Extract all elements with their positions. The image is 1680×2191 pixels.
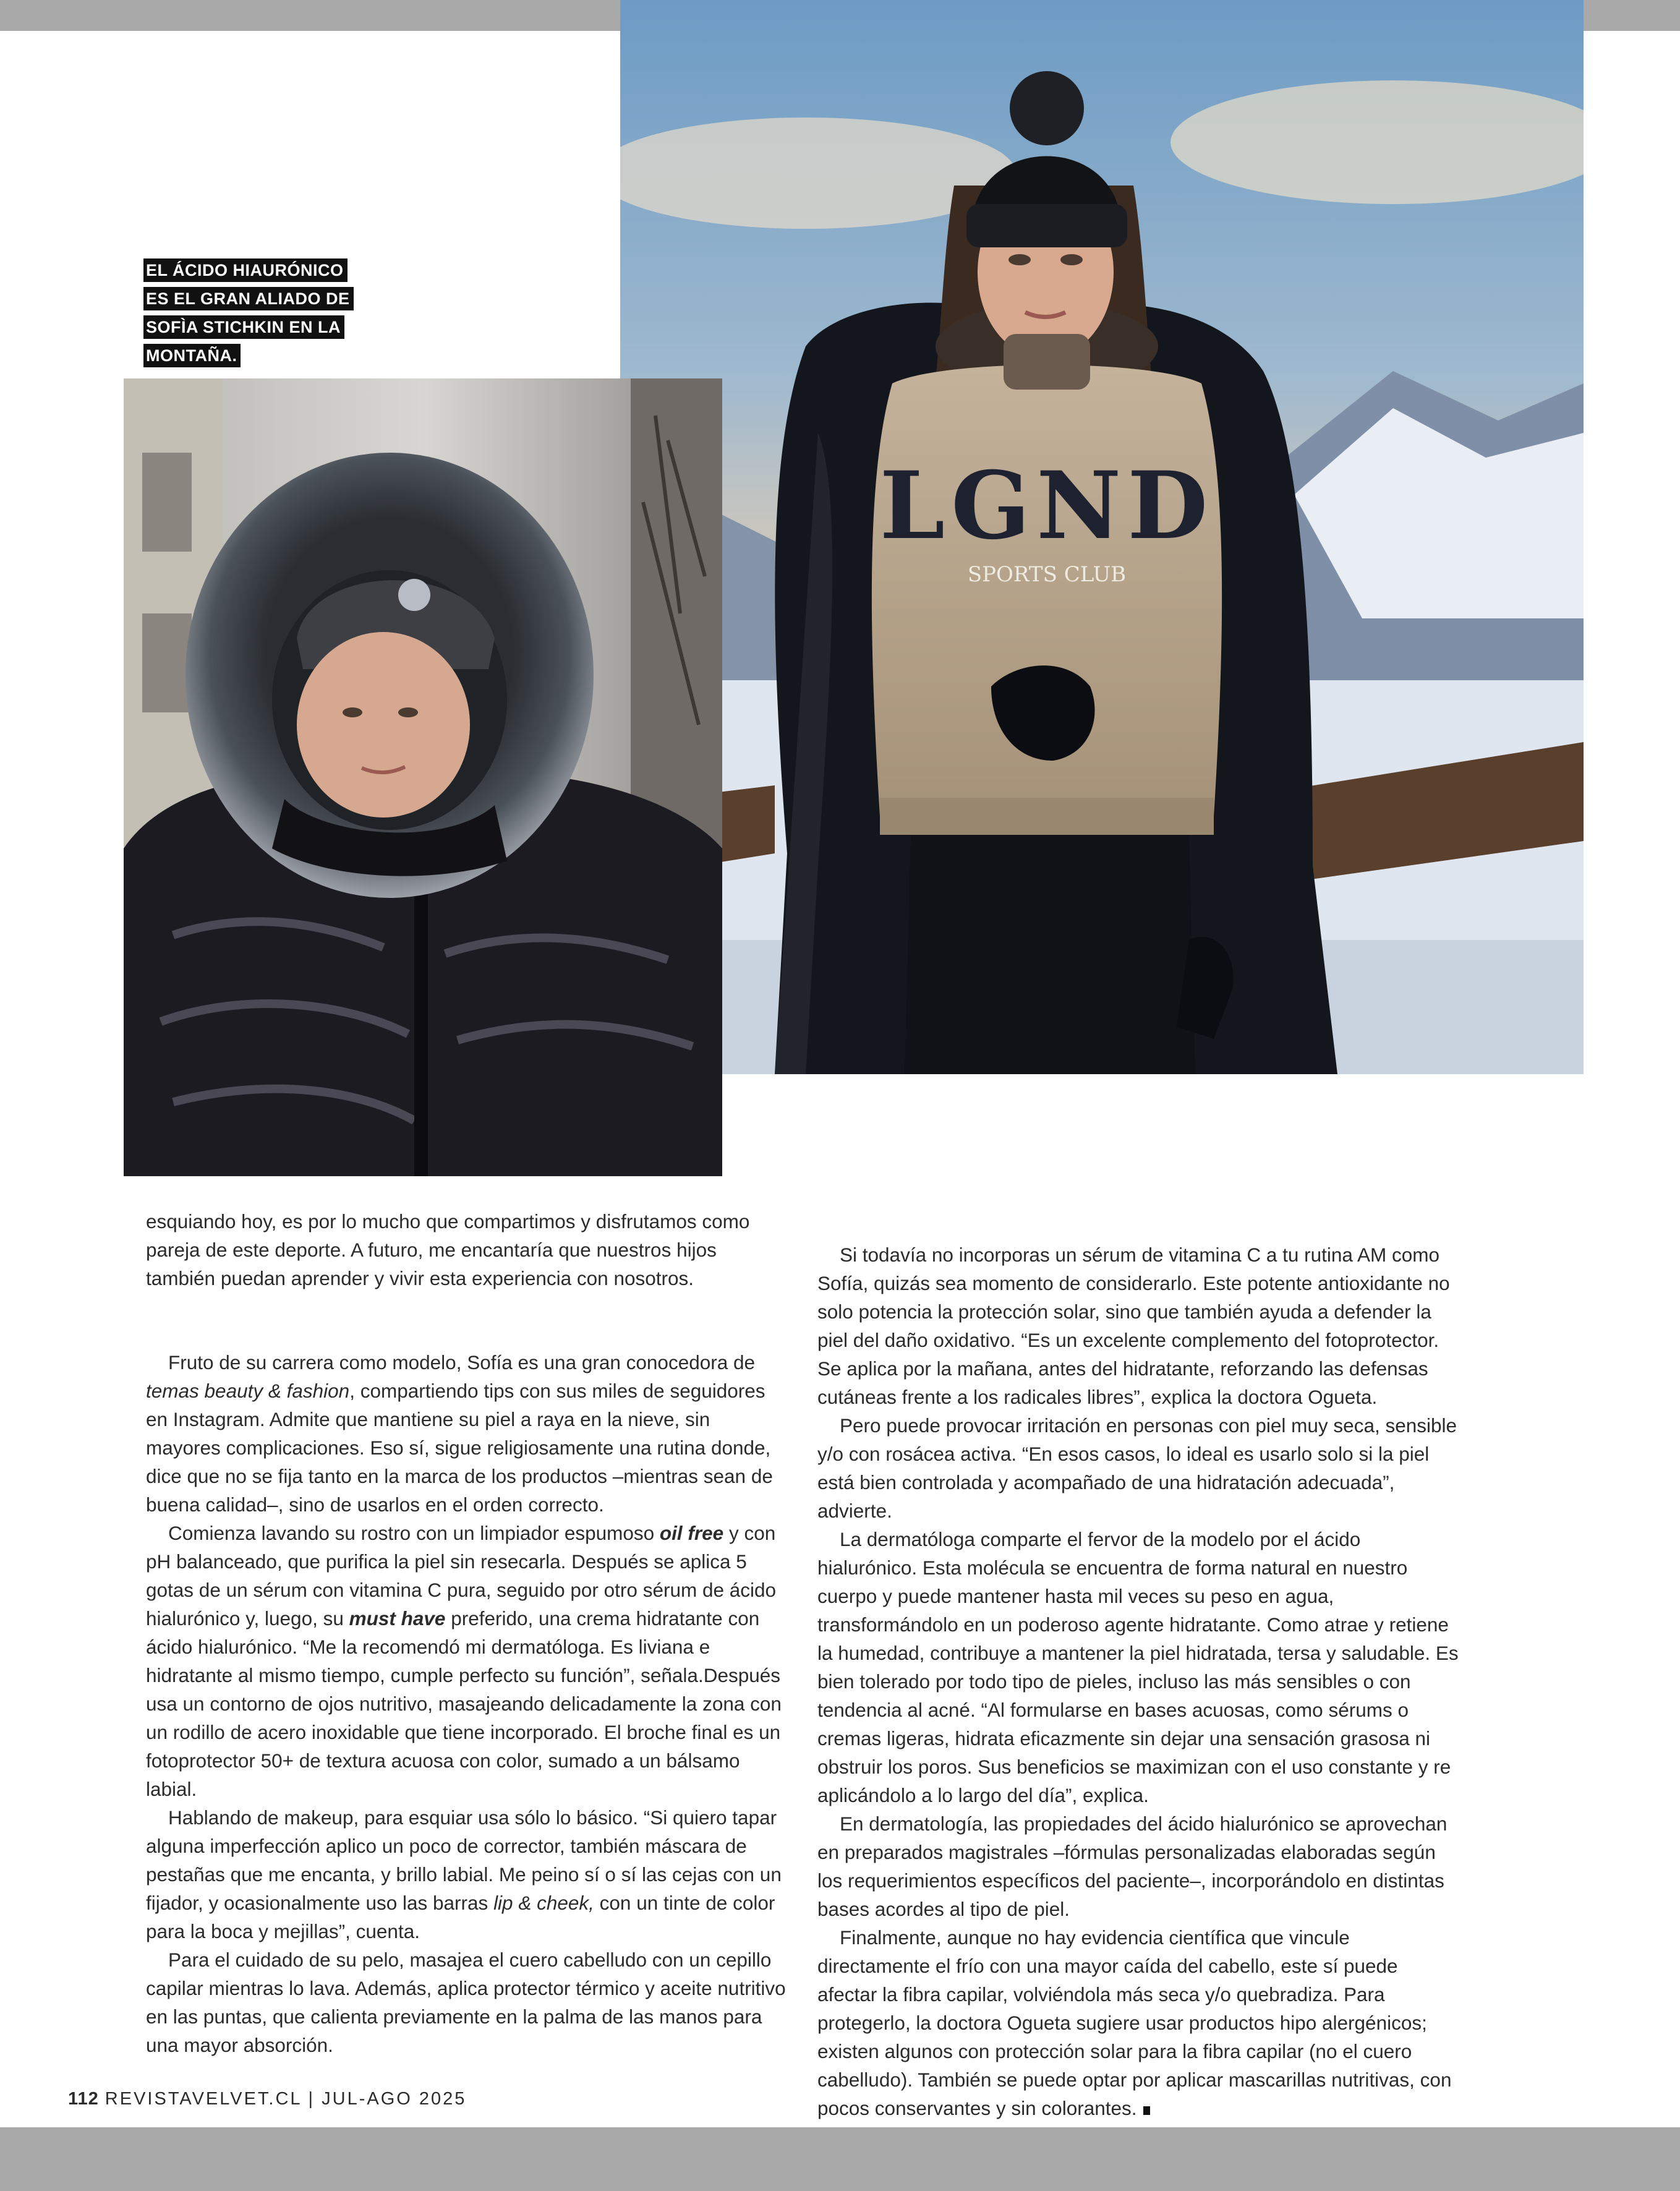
paragraph: Hablando de makeup, para esquiar usa sólo lo básico. “Si quiero tapar alguna imperfección aplico un poco de corrector, también máscara de pestañas que me encanta, y brillo labial. Me peino sí o sí las cejas con un fijador, y ocasionalmente uso las barras lip & cheek, con un tinte de color para la boca y mejillas”, cuenta. bbox=[146, 1806, 782, 1942]
caption-line: MONTAÑA. bbox=[143, 344, 241, 367]
paragraph: En dermatología, las propiedades del ácido hialurónico se aprovechan en preparados magistrales –fórmulas personalizadas elaboradas según los requerimientos específicos del paciente–, incorporándolo en distintas bases acordes al tipo de piel. bbox=[817, 1813, 1448, 1920]
photo-mountain-portrait bbox=[620, 0, 1584, 1074]
page-number: 112 bbox=[68, 2089, 99, 2109]
footer-publication: REVISTAVELVET.CL | JUL-AGO 2025 bbox=[104, 2089, 467, 2109]
paragraph: Si todavía no incorporas un sérum de vitamina C a tu rutina AM como Sofía, quizás sea momento de considerarlo. Este potente antioxidante no solo potencia la protección solar, sino que también ayuda a defender la piel del daño oxidativo. “Es un excelente complemento del fotoprotector. Se aplica por la mañana, antes del hidratante, reforzando las defensas cutáneas frente a los radicales libres”, explica la doctora Ogueta. bbox=[817, 1244, 1450, 1408]
paragraph: esquiando hoy, es por lo mucho que compartimos y disfrutamos como pareja de este deporte. A futuro, me encantaría que nuestros hijos también puedan aprender y vivir esta experiencia con nosotros. bbox=[146, 1210, 750, 1289]
paragraph: Fruto de su carrera como modelo, Sofía es una gran conocedora de temas beauty & fashion, compartiendo tips con sus miles de seguidores en Instagram. Admite que mantiene su piel a raya en la nieve, sin mayores complicaciones. Eso sí, sigue religiosamente una rutina donde, dice que no se fija tanto en la marca de los productos –mientras sean de buena calidad–, sino de usarlos en el orden correcto. bbox=[146, 1351, 773, 1516]
caption-line: ES EL GRAN ALIADO DE bbox=[143, 287, 354, 310]
paragraph: Finalmente, aunque no hay evidencia científica que vincule directamente el frío con una mayor caída del cabello, este sí puede afectar la fibra capilar, volviéndola más seca y/o quebradiza. Para protegerlo, la doctora Ogueta sugiere usar productos hipo alergénicos; existen algunos con protección solar para la fibra capilar (no el cuero cabelludo). También se puede optar por aplicar mascarillas nutritivas, con pocos conservantes y sin colorantes. bbox=[817, 1926, 1452, 2119]
sweater-sub-print: SPORTS CLUB bbox=[967, 562, 1127, 587]
article-right-column bbox=[817, 1241, 1460, 2122]
caption-line: SOFÌA STICHKIN EN LA bbox=[143, 315, 344, 339]
paragraph: La dermatóloga comparte el fervor de la modelo por el ácido hialurónico. Esta molécula se encuentra de forma natural en nuestro cuerpo y puede mantener hasta mil veces su peso en agua, transformándolo en un poderoso agente hidratante. Como atrae y retiene la humedad, contribuye a mantener la piel hidratada, tersa y saludable. Es bien tolerado por todo tipo de pieles, incluso las más sensibles o con tendencia al acné. “Al formularse en bases acuosas, como sérums o cremas ligeras, hidrata eficazmente sin dejar una sensación grasosa ni obstruir los poros. Sus beneficios se maximizan con el uso constante y re aplicándolo a lo largo del día”, explica. bbox=[817, 1528, 1459, 1806]
caption-line: EL ÁCIDO HIAURÓNICO bbox=[143, 258, 348, 282]
paragraph: Pero puede provocar irritación en personas con piel muy seca, sensible y/o con rosácea activa. “En esos casos, lo ideal es usarlo solo si la piel está bien controlada y acompañado de una hidratación adecuada”, advierte. bbox=[817, 1414, 1457, 1522]
page-footer bbox=[68, 2089, 466, 2109]
photo-caption bbox=[143, 256, 366, 370]
photo-snow-selfie bbox=[124, 378, 722, 1176]
paragraph: Comienza lavando su rostro con un limpiador espumoso oil free y con pH balanceado, que purifica la piel sin resecarla. Después se aplica 5 gotas de un sérum con vitamina C pura, seguido por otro sérum de ácido hialurónico y, luego, su must have preferido, una crema hidratante con ácido hialurónico. “Me la recomendó mi dermatóloga. Es liviana e hidratante al mismo tiempo, cumple perfecto su función”, señala.Después usa un contorno de ojos nutritivo, masajeando delicadamente la zona con un rodillo de acero inoxidable que tiene incorporado. El broche final es un fotoprotector 50+ de textura acuosa con color, sumado a un bálsamo labial. bbox=[146, 1522, 782, 1800]
article-left-intro bbox=[146, 1207, 789, 1292]
end-of-article-square-icon bbox=[1143, 2106, 1150, 2115]
paragraph: Para el cuidado de su pelo, masajea el cuero cabelludo con un cepillo capilar mientras lo lava. Además, aplica protector térmico y aceite nutritivo en las puntas, que calienta previamente en la palma de las manos para una mayor absorción. bbox=[146, 1949, 786, 2056]
sweater-print: LGND bbox=[879, 451, 1214, 560]
article-left-column bbox=[146, 1348, 789, 2059]
bottom-band bbox=[0, 2127, 1680, 2191]
